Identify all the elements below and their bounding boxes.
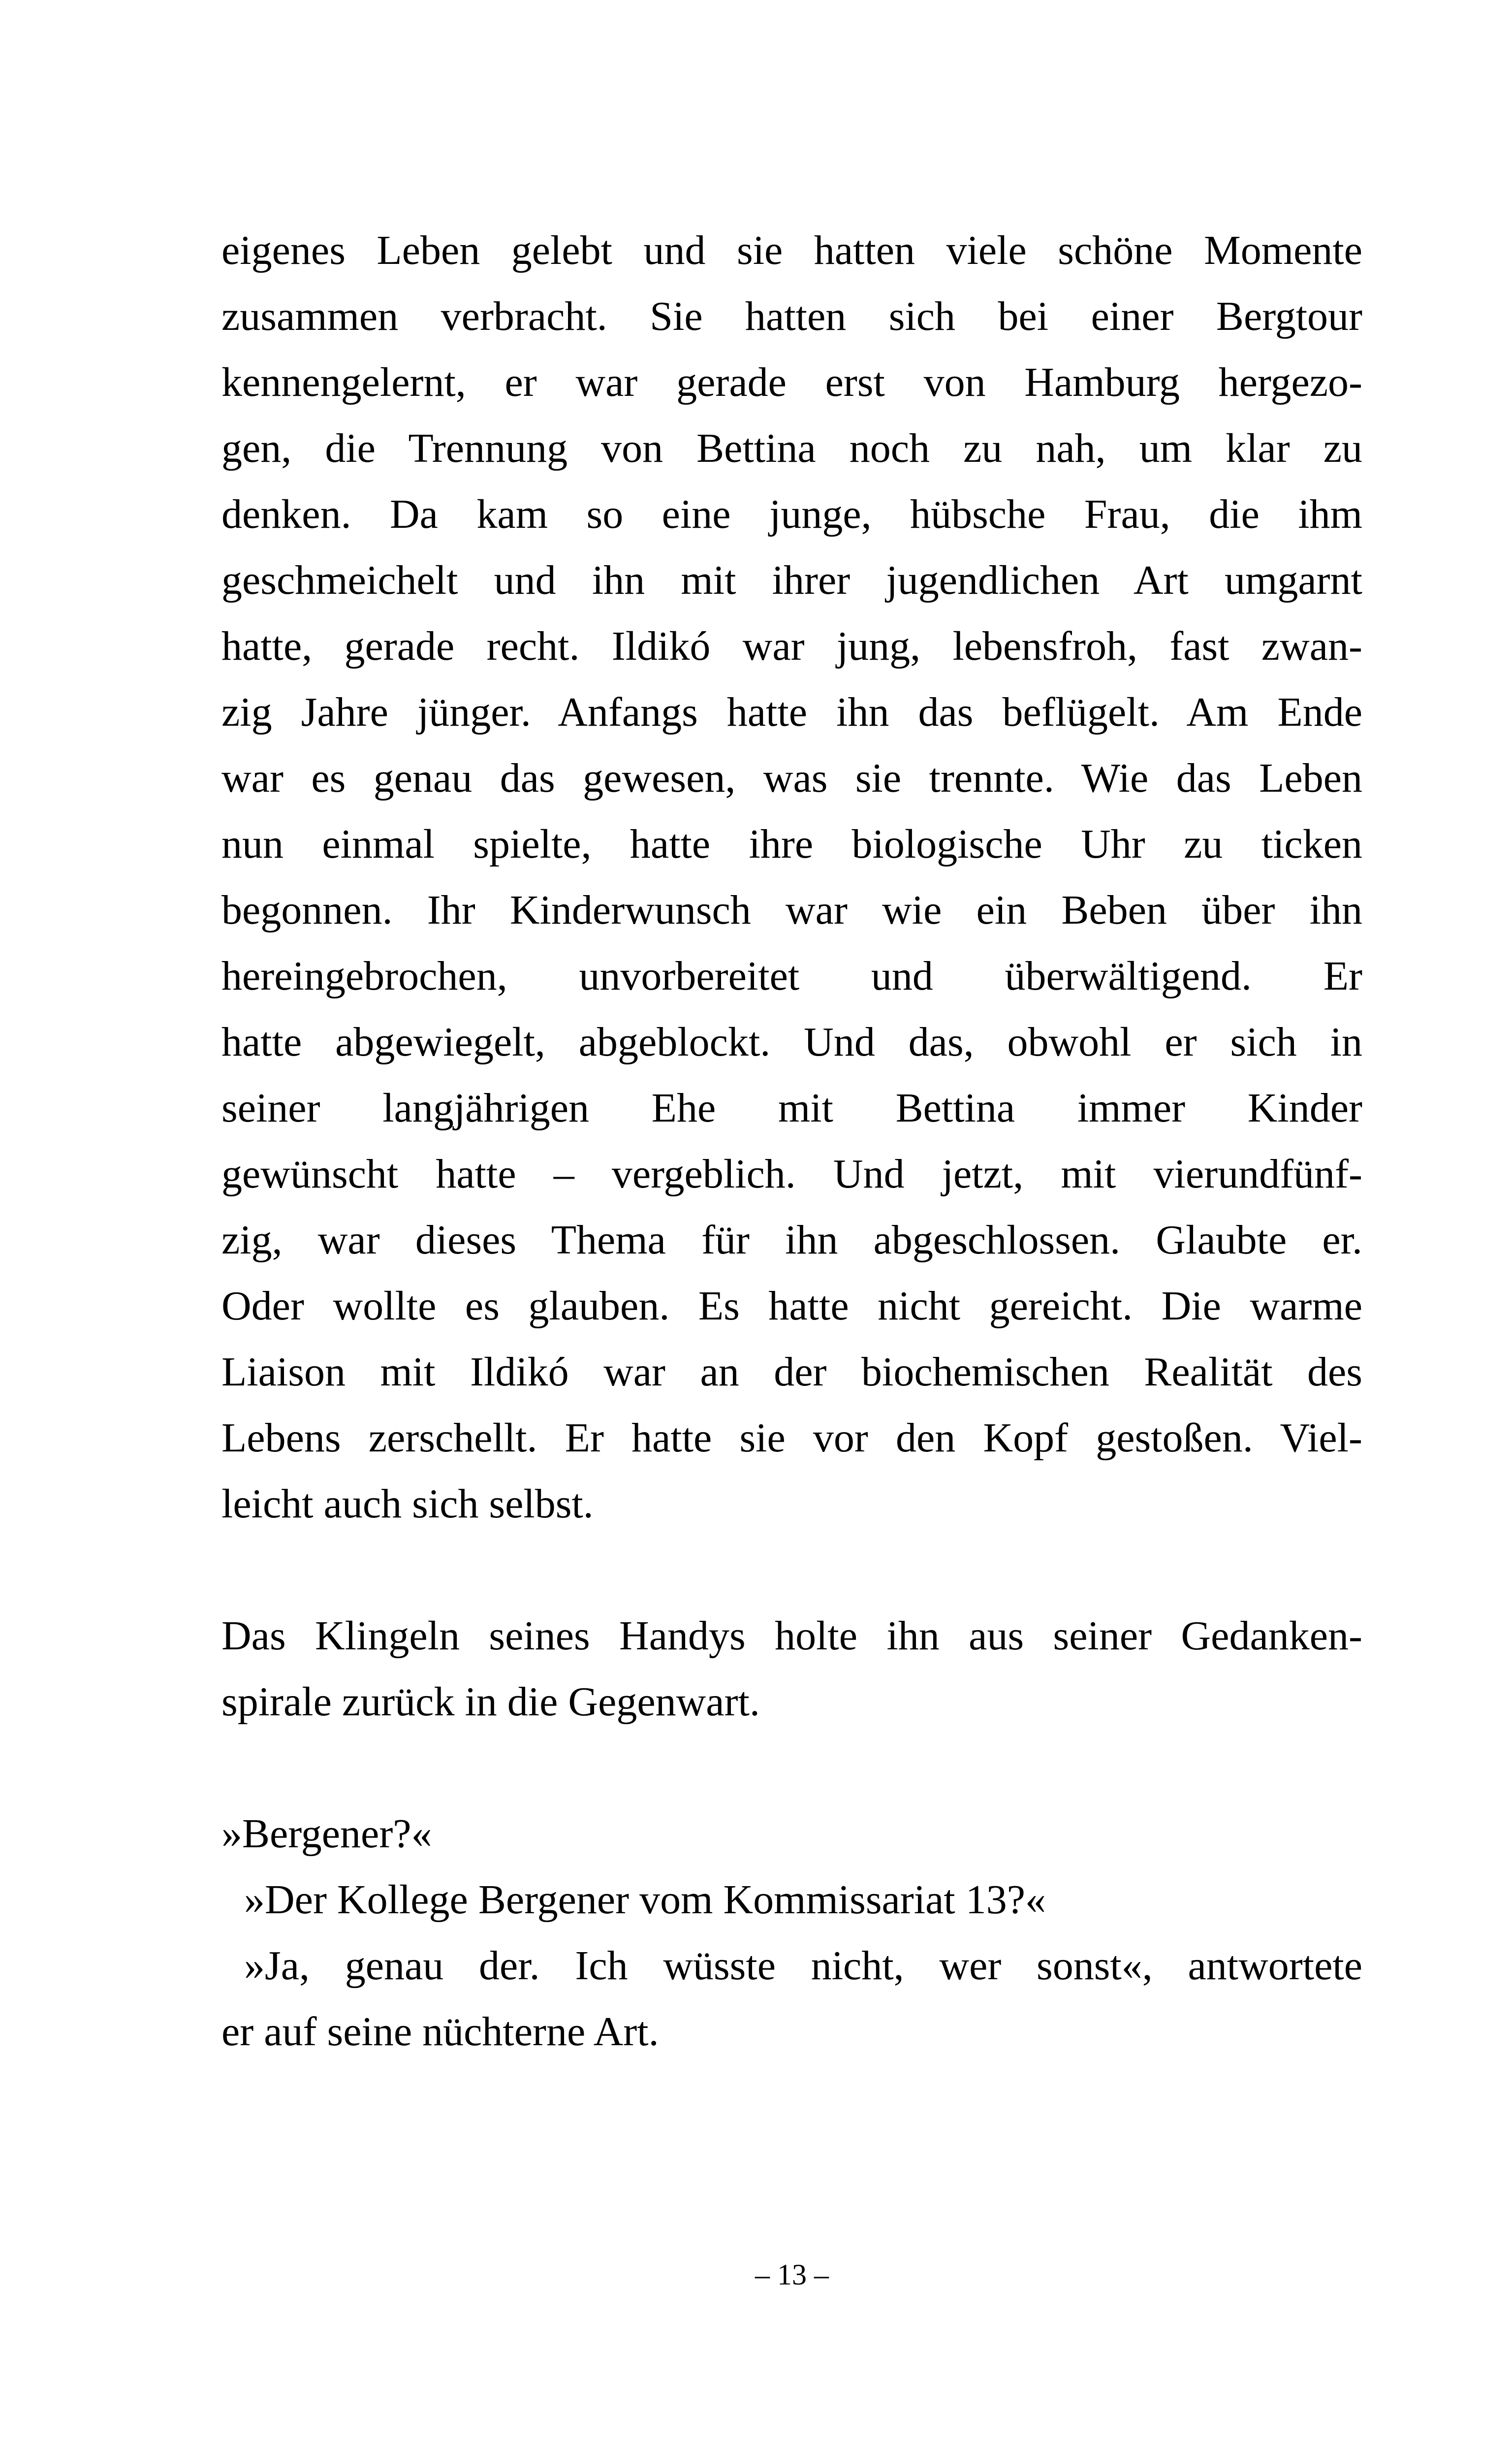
text-line: geschmeichelt und ihn mit ihrer jugendlichen Art umgarnt: [221, 557, 1362, 603]
text-line: gewünscht hatte – vergeblich. Und jetzt, mit vierundfünf-: [221, 1151, 1362, 1197]
text-line: Das Klingeln seines Handys holte ihn aus seiner Gedanken-: [221, 1613, 1362, 1659]
text-line: »Der Kollege Bergener vom Kommissariat 13?«: [244, 1877, 1046, 1923]
text-line: seiner langjährigen Ehe mit Bettina immer Kinder: [221, 1085, 1362, 1131]
text-line: Oder wollte es glauben. Es hatte nicht gereicht. Die warme: [221, 1283, 1362, 1329]
text-line: »Bergener?«: [221, 1811, 432, 1857]
text-line: denken. Da kam so eine junge, hübsche Frau, die ihm: [221, 491, 1362, 537]
text-line: hereingebrochen, unvorbereitet und überwältigend. Er: [221, 953, 1362, 999]
text-line: »Ja, genau der. Ich wüsste nicht, wer sonst«, antwortete: [244, 1943, 1362, 1989]
text-line: zig Jahre jünger. Anfangs hatte ihn das beflügelt. Am Ende: [221, 689, 1362, 735]
text-line: leicht auch sich selbst.: [221, 1481, 594, 1527]
text-line: eigenes Leben gelebt und sie hatten viele schöne Momente: [221, 227, 1362, 273]
text-line: hatte abgewiegelt, abgeblockt. Und das, obwohl er sich in: [221, 1019, 1362, 1065]
text-line: nun einmal spielte, hatte ihre biologische Uhr zu ticken: [221, 821, 1362, 867]
text-line: war es genau das gewesen, was sie trennte. Wie das Leben: [221, 755, 1362, 801]
text-line: zig, war dieses Thema für ihn abgeschlossen. Glaubte er.: [221, 1217, 1362, 1263]
text-line: spirale zurück in die Gegenwart.: [221, 1679, 760, 1725]
text-line: hatte, gerade recht. Ildikó war jung, lebensfroh, fast zwan-: [221, 623, 1362, 669]
page-number: – 13 –: [755, 2258, 829, 2291]
text-line: er auf seine nüchterne Art.: [221, 2009, 659, 2055]
paragraph-gap: [221, 1735, 1362, 1801]
text-line: kennengelernt, er war gerade erst von Hamburg hergezo-: [221, 359, 1362, 405]
text-line: begonnen. Ihr Kinderwunsch war wie ein Beben über ihn: [221, 887, 1362, 933]
text-line: gen, die Trennung von Bettina noch zu nah, um klar zu: [221, 425, 1362, 471]
paragraph-gap: [221, 1537, 1362, 1603]
text-block: [221, 218, 1362, 2065]
text-line: zusammen verbracht. Sie hatten sich bei einer Bergtour: [221, 293, 1362, 339]
text-line: Liaison mit Ildikó war an der biochemischen Realität des: [221, 1349, 1362, 1395]
text-line: Lebens zerschellt. Er hatte sie vor den Kopf gestoßen. Viel-: [221, 1415, 1362, 1461]
